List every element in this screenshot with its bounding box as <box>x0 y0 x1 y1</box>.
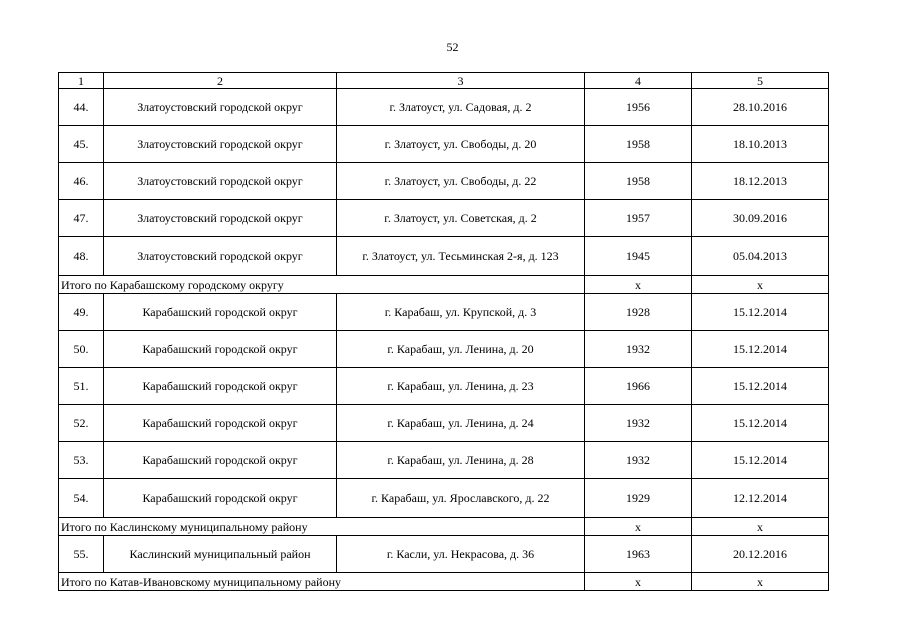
municipality-cell: Карабашский городской округ <box>104 405 337 442</box>
table-row <box>59 294 829 331</box>
municipality-cell: Златоустовский городской округ <box>104 126 337 163</box>
table-row <box>59 89 829 126</box>
column-header: 1 <box>59 73 104 89</box>
year-cell: 1932 <box>585 405 692 442</box>
municipality-cell: Карабашский городской округ <box>104 331 337 368</box>
subtotal-label: Итого по Каслинскому муниципальному району <box>59 518 585 536</box>
subtotal-row <box>59 573 829 591</box>
table-header-row <box>59 73 829 89</box>
subtotal-year: х <box>585 573 692 591</box>
date-cell: 15.12.2014 <box>692 331 829 368</box>
row-number: 48. <box>59 237 104 276</box>
municipality-cell: Карабашский городской округ <box>104 479 337 518</box>
municipality-cell: Златоустовский городской округ <box>104 200 337 237</box>
page-number: 52 <box>446 40 459 54</box>
row-number: 55. <box>59 536 104 573</box>
year-cell: 1956 <box>585 89 692 126</box>
municipality-cell: Карабашский городской округ <box>104 294 337 331</box>
address-cell: г. Златоуст, ул. Свободы, д. 22 <box>337 163 585 200</box>
table-row <box>59 163 829 200</box>
table-row <box>59 479 829 518</box>
table-row <box>59 126 829 163</box>
municipality-cell: Златоустовский городской округ <box>104 237 337 276</box>
date-cell: 18.12.2013 <box>692 163 829 200</box>
date-cell: 28.10.2016 <box>692 89 829 126</box>
row-number: 52. <box>59 405 104 442</box>
date-cell: 15.12.2014 <box>692 442 829 479</box>
subtotal-date: х <box>692 276 829 294</box>
table-row <box>59 331 829 368</box>
date-cell: 18.10.2013 <box>692 126 829 163</box>
address-cell: г. Касли, ул. Некрасова, д. 36 <box>337 536 585 573</box>
municipality-cell: Карабашский городской округ <box>104 442 337 479</box>
table-row <box>59 237 829 276</box>
table-row <box>59 405 829 442</box>
date-cell: 12.12.2014 <box>692 479 829 518</box>
address-cell: г. Карабаш, ул. Ленина, д. 23 <box>337 368 585 405</box>
date-cell: 15.12.2014 <box>692 405 829 442</box>
table-row <box>59 368 829 405</box>
year-cell: 1929 <box>585 479 692 518</box>
row-number: 53. <box>59 442 104 479</box>
address-cell: г. Карабаш, ул. Ленина, д. 20 <box>337 331 585 368</box>
subtotal-date: х <box>692 573 829 591</box>
table-row <box>59 536 829 573</box>
address-cell: г. Златоуст, ул. Советская, д. 2 <box>337 200 585 237</box>
year-cell: 1963 <box>585 536 692 573</box>
address-cell: г. Златоуст, ул. Садовая, д. 2 <box>337 89 585 126</box>
subtotal-label: Итого по Карабашскому городскому округу <box>59 276 585 294</box>
row-number: 45. <box>59 126 104 163</box>
municipality-cell: Карабашский городской округ <box>104 368 337 405</box>
column-header: 4 <box>585 73 692 89</box>
year-cell: 1966 <box>585 368 692 405</box>
year-cell: 1932 <box>585 442 692 479</box>
address-cell: г. Карабаш, ул. Ярославского, д. 22 <box>337 479 585 518</box>
date-cell: 30.09.2016 <box>692 200 829 237</box>
municipality-cell: Златоустовский городской округ <box>104 163 337 200</box>
date-cell: 20.12.2016 <box>692 536 829 573</box>
municipality-cell: Каслинский муниципальный район <box>104 536 337 573</box>
year-cell: 1928 <box>585 294 692 331</box>
subtotal-year: х <box>585 518 692 536</box>
buildings-table <box>58 72 829 591</box>
year-cell: 1957 <box>585 200 692 237</box>
year-cell: 1958 <box>585 163 692 200</box>
date-cell: 15.12.2014 <box>692 368 829 405</box>
address-cell: г. Карабаш, ул. Крупской, д. 3 <box>337 294 585 331</box>
subtotal-row <box>59 276 829 294</box>
address-cell: г. Златоуст, ул. Тесьминская 2-я, д. 123 <box>337 237 585 276</box>
subtotal-date: х <box>692 518 829 536</box>
municipality-cell: Златоустовский городской округ <box>104 89 337 126</box>
year-cell: 1958 <box>585 126 692 163</box>
row-number: 54. <box>59 479 104 518</box>
subtotal-row <box>59 518 829 536</box>
row-number: 51. <box>59 368 104 405</box>
address-cell: г. Карабаш, ул. Ленина, д. 24 <box>337 405 585 442</box>
date-cell: 15.12.2014 <box>692 294 829 331</box>
column-header: 5 <box>692 73 829 89</box>
table-row <box>59 200 829 237</box>
row-number: 46. <box>59 163 104 200</box>
date-cell: 05.04.2013 <box>692 237 829 276</box>
year-cell: 1945 <box>585 237 692 276</box>
subtotal-label: Итого по Катав-Ивановскому муниципальному району <box>59 573 585 591</box>
row-number: 44. <box>59 89 104 126</box>
row-number: 47. <box>59 200 104 237</box>
subtotal-year: х <box>585 276 692 294</box>
address-cell: г. Карабаш, ул. Ленина, д. 28 <box>337 442 585 479</box>
column-header: 3 <box>337 73 585 89</box>
column-header: 2 <box>104 73 337 89</box>
table-row <box>59 442 829 479</box>
row-number: 50. <box>59 331 104 368</box>
address-cell: г. Златоуст, ул. Свободы, д. 20 <box>337 126 585 163</box>
row-number: 49. <box>59 294 104 331</box>
year-cell: 1932 <box>585 331 692 368</box>
